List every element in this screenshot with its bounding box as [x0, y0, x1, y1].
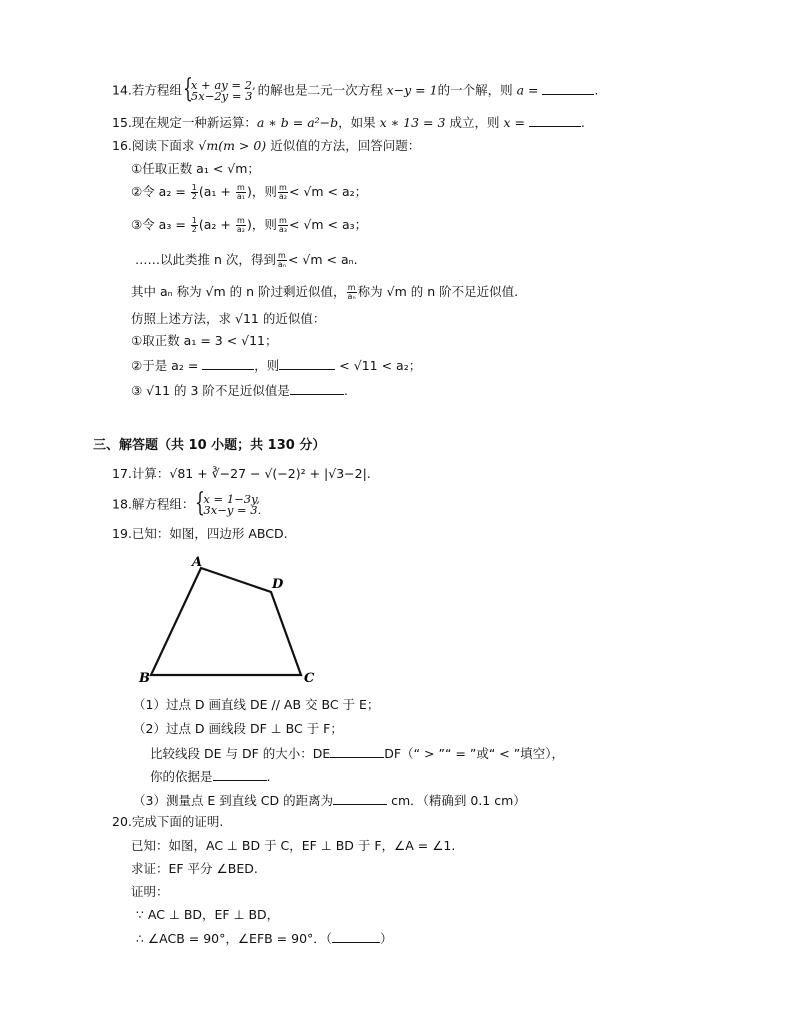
q20-given: 已知：如图，AC ⊥ BD 于 C，EF ⊥ BD 于 F，∠A = ∠1. [131, 838, 456, 853]
question-15: 15.现在规定一种新运算：a ∗ b = a²−b，如果 x ∗ 13 = 3 成立，则 x = . [112, 115, 585, 130]
q19-part-3: （3）测量点 E 到直线 CD 的距离为 cm．（精确到 0.1 cm） [133, 793, 526, 808]
equation-system: { x = 1−3y, 3x−y = 3. [196, 494, 261, 516]
task-step-1: ①取正数 a₁ = 3 < √11； [131, 333, 278, 348]
quadrilateral-figure [130, 550, 330, 690]
q19-reason: 你的依据是 . [150, 769, 271, 784]
vertex-label-c: C [304, 671, 315, 686]
answer-blank[interactable] [542, 82, 594, 95]
answer-blank-3rd[interactable] [290, 382, 344, 395]
step-1: ①任取正数 a₁ < √m； [131, 161, 260, 176]
question-14: 14.若方程组 { x + ay = 2, 5x−2y = 3 的解也是二元一次方程 x−y = 1的一个解，则 a = . [112, 80, 598, 102]
step-2: ②令 a₂ = $\frac{1}{2}$ (a₁ + $\frac{m}{\text{a₁}}$ )，则 $\frac{m}{\text{a₂}}$ < √m < a₂； [131, 183, 368, 201]
q19-part-1: （1）过点 D 画直线 DE // AB 交 BC 于 E； [133, 697, 380, 712]
q19-part-2: （2）过点 D 画线段 DF ⊥ BC 于 F； [133, 721, 343, 736]
q20-proof-label: 证明： [131, 884, 169, 899]
vertex-label-d: D [272, 577, 284, 592]
question-19: 19.已知：如图，四边形 ABCD. [112, 526, 288, 541]
question-16: 16.阅读下面求 √m(m > 0) 近似值的方法，回答问题： [112, 138, 421, 153]
step-4: ……以此类推 n 次，得到 $\frac{m}{\text{aₙ}}$ < √m < aₙ. [135, 251, 358, 269]
answer-blank[interactable] [529, 114, 581, 127]
answer-blank-reason-proof[interactable] [332, 930, 380, 943]
vertex-label-b: B [139, 671, 150, 686]
question-20: 20.完成下面的证明. [112, 814, 224, 829]
task-step-3: ③ √11 的 3 阶不足近似值是 . [131, 383, 348, 398]
q20-prove: 求证：EF 平分 ∠BED. [131, 861, 258, 876]
task: 仿照上述方法，求 √11 的近似值： [131, 311, 326, 326]
answer-blank-a2[interactable] [202, 357, 254, 370]
q20-proof-line-2: ∴ ∠ACB = 90°，∠EFB = 90°．（ ） [136, 931, 393, 946]
vertex-label-a: A [192, 555, 203, 570]
definition: 其中 aₙ 称为 √m 的 n 阶过剩近似值， $\frac{m}{\text{aₙ}}$ 称为 √m 的 n 阶不足近似值. [131, 283, 519, 301]
answer-blank-reason[interactable] [213, 768, 267, 781]
q19-compare: 比较线段 DE 与 DF 的大小：DE DF（“ > ”“ = ”或“ < ”填空）， [150, 746, 564, 761]
step-3: ③令 a₃ = $\frac{1}{2}$ (a₂ + $\frac{m}{\text{a₂}}$ )，则 $\frac{m}{\text{a₃}}$ < √m < a₃； [131, 216, 368, 234]
question-17: 17.计算：√81 + ∛−27 − √(−2)² + |√3−2|. [112, 466, 371, 481]
question-18: 18.解方程组： { x = 1−3y, 3x−y = 3. [112, 494, 263, 516]
answer-blank-distance[interactable] [333, 792, 387, 805]
task-step-2: ②于是 a₂ = ，则 < √11 < a₂； [131, 358, 422, 373]
equation-system: { x + ay = 2, 5x−2y = 3 [184, 80, 256, 102]
answer-blank-compare[interactable] [330, 745, 384, 758]
q20-proof-line-1: ∵ AC ⊥ BD，EF ⊥ BD， [136, 907, 280, 922]
answer-blank-lower[interactable] [279, 357, 335, 370]
section-heading: 三、解答题（共 10 小题；共 130 分） [93, 438, 326, 453]
